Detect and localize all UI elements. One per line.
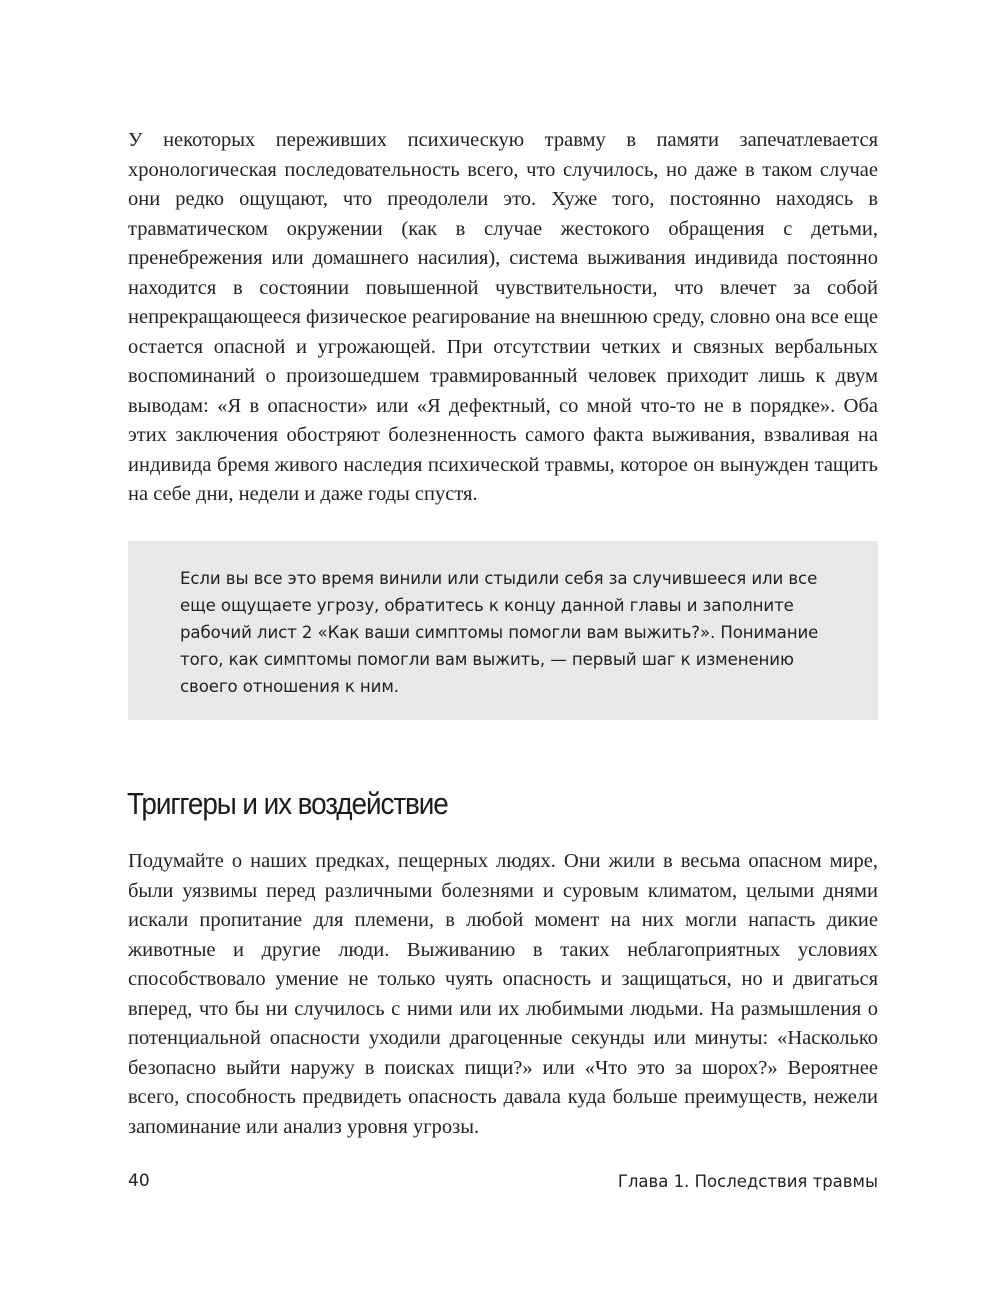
body-paragraph-2: Подумайте о наших предках, пещерных людях. Они жили в весьма опасном мире, были уязвимы перед различными болезнями и суровым климатом, целыми днями искали пропитание для племени, в любой момент на них могли напасть дикие животные и другие люди. Выживанию в таких неблагоприятных условиях способствовало умение не только чуять опасность и защищаться, но и двигаться вперед, что бы ни случилось с ними или их любимыми людьми. На размышления о потенциальной опасности уходили драгоценные секунды или минуты: «Насколько безопасно выйти наружу в поисках пищи?» или «Что это за шорох?» Вероятнее всего, способность предвидеть опасность давала куда больше преимуществ, нежели запоминание или анализ уровня угрозы.	[128, 850, 878, 1138]
body-paragraph-1: У некоторых переживших психическую травму в памяти запечатлевается хронологическая последовательность всего, что случилось, но даже в таком случае они редко ощущают, что преодолели это. Хуже того, постоянно находясь в травматическом окружении (как в случае жестокого обращения с детьми, пренебрежения или домашнего насилия), система выживания индивида постоянно находится в состоянии повышенной чувствительности, что влечет за собой непрекращающееся физическое реагирование на внешнюю среду, словно она все еще остается опасной и угрожающей. При отсутствии четких и связных вербальных воспоминаний о произошедшем травмированный человек приходит лишь к двум выводам: «Я в опасности» или «Я дефектный, со мной что-то не в порядке». Оба этих заключения обостряют болезненность самого факта выживания, взваливая на индивида бремя живого наследия психической травмы, которое он вынужден тащить на себе дни, недели и даже годы спустя.	[128, 129, 878, 505]
running-footer-chapter-title: Глава 1. Последствия травмы	[617, 1172, 878, 1191]
page-number: 40	[128, 1171, 150, 1191]
callout-box	[128, 541, 878, 720]
section-heading: Триггеры и их воздействие	[127, 786, 448, 821]
callout-text: Если вы все это время винили или стыдили себя за случившееся или все еще ощущаете угрозу, обратитесь к концу данной главы и заполните рабочий лист 2 «Как ваши симптомы помогли вам выжить?». Понимание того, как симптомы помогли вам выжить, — первый шаг к изменению своего отношения к ним.	[180, 569, 819, 696]
